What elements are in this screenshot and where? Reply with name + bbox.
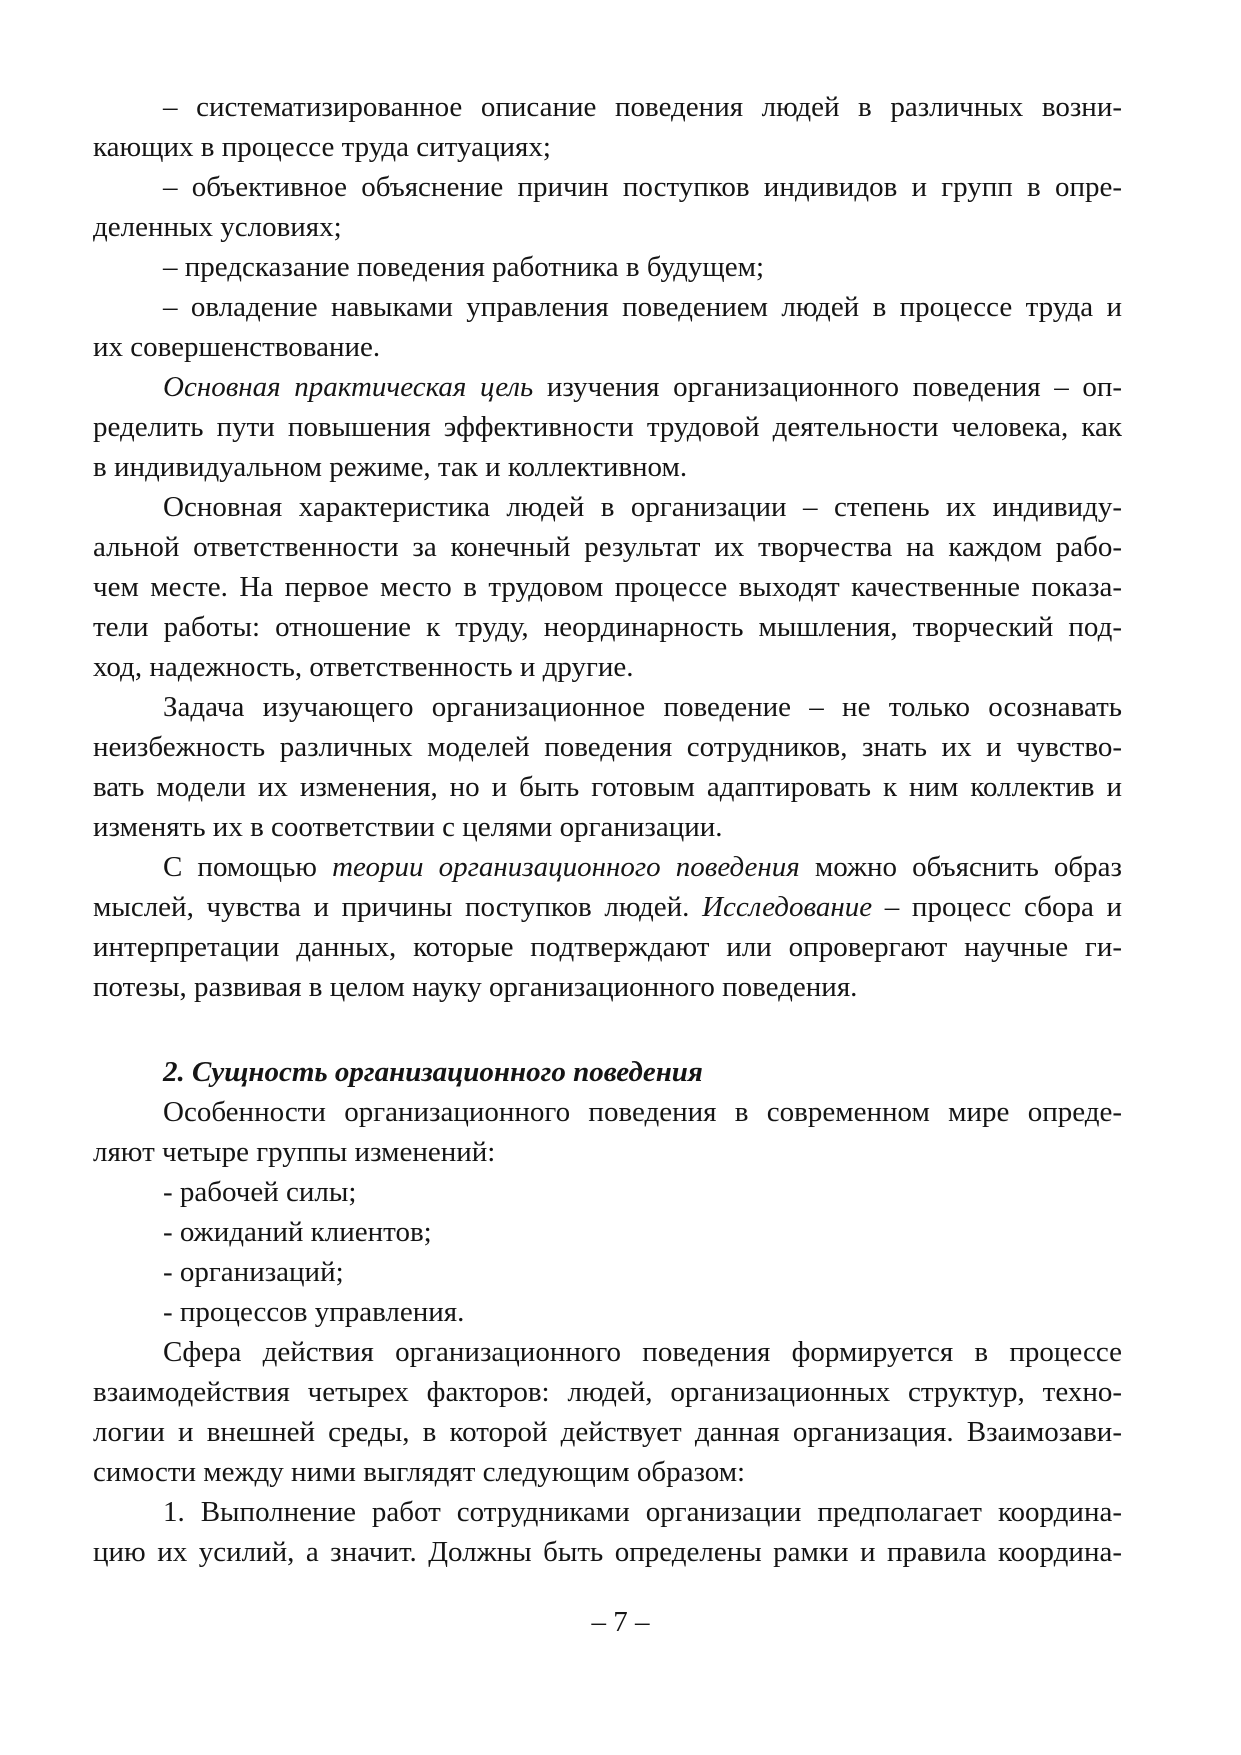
text-segment: – систематизированное описание поведения людей в различных возни-	[163, 91, 1122, 123]
text-line	[93, 1132, 1122, 1172]
paragraph	[93, 367, 1122, 487]
text-segment: кающих в процессе труда ситуациях;	[93, 131, 551, 163]
text-line	[93, 287, 1122, 327]
text-segment: изменять их в соответствии с целями организации.	[93, 811, 723, 843]
text-segment: Сфера действия организационного поведения формируется в процессе	[163, 1336, 1122, 1368]
text-segment: изучения организационного поведения – оп-	[533, 371, 1123, 403]
text-segment: теории организационного поведения	[332, 851, 800, 883]
text-segment: – овладение навыками управления поведением людей в процессе труда и	[163, 291, 1122, 323]
text-segment: ляют четыре группы изменений:	[93, 1136, 496, 1168]
page-number: – 7 –	[591, 1606, 650, 1638]
text-segment: цию их усилий, а значит. Должны быть определены рамки и правила координа-	[93, 1536, 1122, 1568]
text-line	[93, 1052, 1122, 1092]
paragraph	[93, 1212, 1122, 1252]
paragraph	[93, 687, 1122, 847]
text-line	[93, 367, 1122, 407]
text-segment: Основная практическая цель	[163, 371, 534, 403]
text-line	[93, 1412, 1122, 1452]
text-line	[93, 167, 1122, 207]
text-segment: ход, надежность, ответственность и другие.	[93, 651, 634, 683]
text-segment: чем месте. На первое место в трудовом процессе выходят качественные показа-	[93, 571, 1122, 603]
paragraph	[93, 1172, 1122, 1212]
text-line	[93, 687, 1122, 727]
text-segment: вать модели их изменения, но и быть готовым адаптировать к ним коллектив и	[93, 771, 1122, 803]
text-line	[93, 487, 1122, 527]
paragraph	[93, 1252, 1122, 1292]
text-line	[93, 207, 1122, 247]
paragraph	[93, 1332, 1122, 1492]
text-segment: симости между ними выглядят следующим образом:	[93, 1456, 746, 1488]
text-segment: - процессов управления.	[163, 1296, 465, 1328]
text-segment: - рабочей силы;	[163, 1176, 357, 1208]
text-segment: логии и внешней среды, в которой действует данная организация. Взаимозави-	[93, 1416, 1122, 1448]
text-segment: Основная характеристика людей в организации – степень их индивиду-	[163, 491, 1122, 523]
text-line	[93, 327, 1122, 367]
text-line	[93, 767, 1122, 807]
text-line	[93, 887, 1122, 927]
text-line	[93, 407, 1122, 447]
paragraph	[93, 1492, 1122, 1572]
text-segment: Исследование	[702, 891, 873, 923]
text-line	[93, 1172, 1122, 1212]
text-line	[93, 567, 1122, 607]
paragraph	[93, 167, 1122, 247]
text-segment: Задача изучающего организационное поведение – не только осознавать	[163, 691, 1122, 723]
text-line	[93, 1292, 1122, 1332]
text-segment: можно объяснить образ	[799, 851, 1122, 883]
paragraph	[93, 87, 1122, 167]
text-line	[93, 1372, 1122, 1412]
page-body	[93, 87, 1122, 1572]
text-segment: – процесс сбора и	[872, 891, 1122, 923]
text-segment: - ожиданий клиентов;	[163, 1216, 432, 1248]
text-line	[93, 447, 1122, 487]
text-segment: потезы, развивая в целом науку организационного поведения.	[93, 971, 858, 1003]
text-line	[93, 1252, 1122, 1292]
text-line	[93, 1332, 1122, 1372]
paragraph	[93, 847, 1122, 1007]
text-line	[93, 127, 1122, 167]
paragraph	[93, 1292, 1122, 1332]
text-segment: альной ответственности за конечный результат их творчества на каждом рабо-	[93, 531, 1122, 563]
paragraph	[93, 247, 1122, 287]
text-segment: их совершенствование.	[93, 331, 381, 363]
text-segment: 2. Сущность организационного поведения	[163, 1056, 703, 1088]
text-segment: ределить пути повышения эффективности трудовой деятельности человека, как	[93, 411, 1122, 443]
text-segment: 1. Выполнение работ сотрудниками организации предполагает координа-	[163, 1496, 1122, 1528]
text-line	[93, 1092, 1122, 1132]
text-segment: Особенности организационного поведения в современном мире опреде-	[163, 1096, 1122, 1128]
text-line	[93, 1532, 1122, 1572]
text-segment: неизбежность различных моделей поведения сотрудников, знать их и чувство-	[93, 731, 1122, 763]
text-line	[93, 647, 1122, 687]
text-line	[93, 967, 1122, 1007]
section-heading	[93, 1052, 1122, 1092]
text-line	[93, 927, 1122, 967]
text-line	[93, 847, 1122, 887]
text-segment: тели работы: отношение к труду, неординарность мышления, творческий под-	[93, 611, 1122, 643]
page-footer	[0, 1602, 1241, 1642]
text-segment: – предсказание поведения работника в будущем;	[163, 251, 765, 283]
text-segment: С помощью	[163, 851, 333, 883]
text-line	[93, 247, 1122, 287]
text-segment: – объективное объяснение причин поступков индивидов и групп в опре-	[163, 171, 1122, 203]
text-line	[93, 727, 1122, 767]
text-segment: взаимодействия четырех факторов: людей, организационных структур, техно-	[93, 1376, 1122, 1408]
text-line	[93, 527, 1122, 567]
text-line	[93, 1492, 1122, 1532]
paragraph	[93, 1092, 1122, 1172]
text-segment: деленных условиях;	[93, 211, 342, 243]
text-segment: интерпретации данных, которые подтверждают или опровергают научные ги-	[93, 931, 1122, 963]
text-line	[93, 1452, 1122, 1492]
text-segment: - организаций;	[163, 1256, 344, 1288]
text-line	[93, 607, 1122, 647]
text-line	[93, 87, 1122, 127]
paragraph	[93, 287, 1122, 367]
text-segment: в индивидуальном режиме, так и коллективном.	[93, 451, 688, 483]
text-segment: мыслей, чувства и причины поступков людей.	[93, 891, 703, 923]
text-line	[93, 1212, 1122, 1252]
text-line	[93, 807, 1122, 847]
paragraph	[93, 487, 1122, 687]
